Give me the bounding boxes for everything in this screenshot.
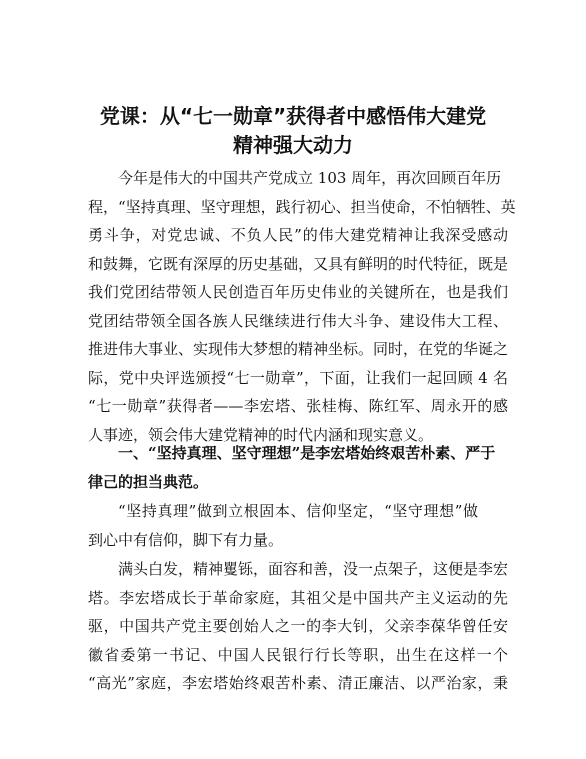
paragraph-line: “高光”家庭，李宏塔始终艰苦朴素、清正廉洁、以严治家，秉 <box>88 674 508 692</box>
paragraph-intro <box>88 164 516 449</box>
paragraph-li-hongta <box>88 555 508 698</box>
paragraph-line: 到心中有信仰，脚下有力量。 <box>88 530 284 549</box>
paragraph-line: 际，党中央评选颁授“七一勋章”，下面，让我们一起回顾 4 名 <box>88 368 508 387</box>
paragraph-line: 我们党团结带领人民创造百年历史伟业的关键所在，也是我们 <box>88 283 508 301</box>
paragraph-line: 塔。李宏塔成长于革命家庭，其祖父是中国共产主义运动的先 <box>88 588 508 607</box>
document-title <box>60 102 526 160</box>
paragraph-line: 徽省委第一书记、中国人民银行行长等职，出生在这样一个 <box>88 645 508 664</box>
paragraph-line: 人事迹，领会伟大建党精神的时代内涵和现实意义。 <box>88 425 434 444</box>
title-line-1: 党课：从“七一勋章”获得者中感悟伟大建党 <box>99 104 487 128</box>
paragraph-line: 程，“坚持真理、坚守理想，践行初心、担当使命，不怕牺牲、英 <box>88 197 516 216</box>
paragraph-line: 今年是伟大的中国共产党成立 103 周年，再次回顾百年历 <box>118 169 502 187</box>
heading-line: 律己的担当典范。 <box>88 472 209 491</box>
paragraph-line: 党团结带领全国各族人民继续进行伟大斗争、建设伟大工程、 <box>88 311 508 330</box>
paragraph-true-ideal <box>88 497 508 554</box>
paragraph-line: 勇斗争，对党忠诚、不负人民”的伟大建党精神让我深受感动 <box>88 226 508 244</box>
paragraph-line: 驱，中国共产党主要创始人之一的李大钊，父亲李葆华曾任安 <box>88 617 508 635</box>
section-heading-1 <box>88 439 508 496</box>
paragraph-line: “坚持真理”做到立根固本、信仰坚定，“坚守理想”做 <box>118 502 478 520</box>
paragraph-line: 和鼓舞，它既有深厚的历史基础，又具有鲜明的时代特征，既是 <box>88 254 509 273</box>
paragraph-line: “七一勋章”获得者——李宏塔、张桂梅、陈红军、周永开的感 <box>88 397 508 415</box>
paragraph-line: 推进伟大事业、实现伟大梦想的精神坐标。同时，在党的华诞之 <box>88 340 509 358</box>
title-line-2: 精神强大动力 <box>233 133 353 157</box>
paragraph-line: 满头白发，精神矍铄，面容和善，没一点架子，这便是李宏 <box>118 560 509 578</box>
heading-line: 一、“坚持真理、坚守理想”是李宏塔始终艰苦朴素、严于 <box>118 444 496 462</box>
